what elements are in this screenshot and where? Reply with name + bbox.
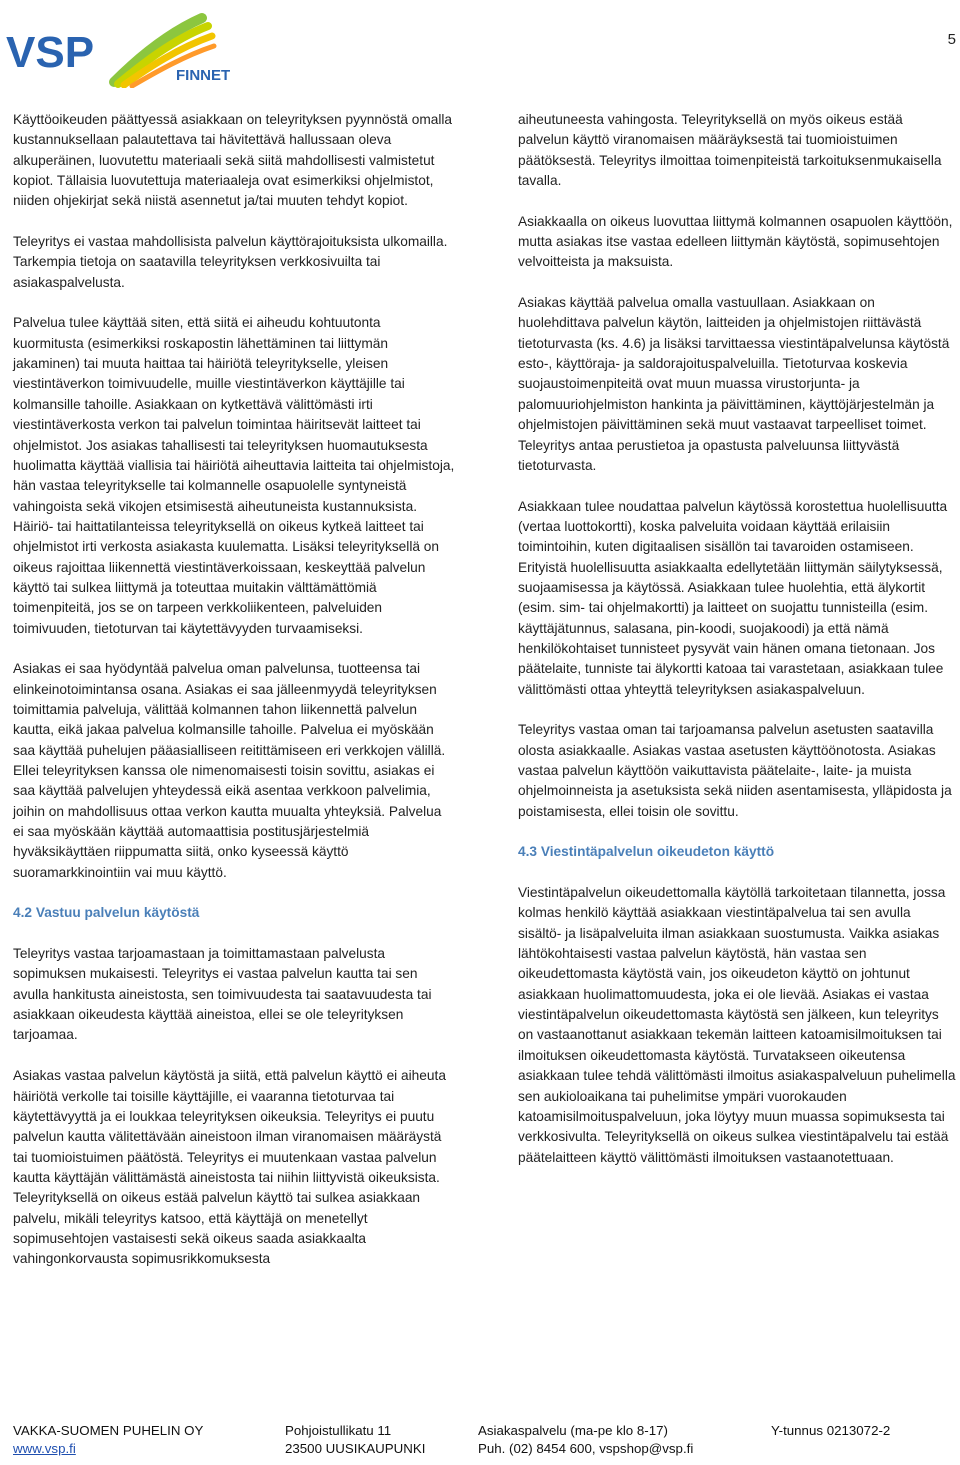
- right-paragraph-4: Asiakkaan tulee noudattaa palvelun käytössä korostettua huolellisuutta (vertaa luottokortti), koska palveluita voidaan käyttää erilaisiin toimintoihin, kuten digitaalisen sisällön tai tavaroiden ostamiseen. Erityistä huolellisuutta asiakkaalta edellytetään liittymän säilytyksessä, suojaamisessa ja käytössä. Asiakkaan tulee huolehtia, että älykortit (esim. sim- tai ohjelmakortti) ja laitteet on suojattu tunnisteilla (esim. käyttäjätunnus, salasana, pin-koodi, suojakoodi) ja että nämä henkilökohtaiset tunnisteet pysyvät vain hänen omana tietonaan. Jos päätelaite, tunniste tai älykortti katoaa tai varastetaan, asiakkaan tulee välittömästi ottaa yhteyttä teleyrityksen asiakaspalveluun.: [518, 498, 948, 697]
- left-paragraph-5: Teleyritys vastaa tarjoamastaan ja toimittamastaan palvelusta sopimuksen mukaisesti. Teleyritys ei vastaa palvelun kautta tai sen avulla hankitusta aineistosta, sen toimivuudesta tai saatavuudesta tai asiakkaan oikeudesta käyttää aineistoa, ellei se ole teleyrityksen tarjoamaa.: [13, 946, 432, 1043]
- left-paragraph-1: Käyttöoikeuden päättyessä asiakkaan on teleyrityksen pyynnöstä omalla kustannuksellaan palautettava tai hävitettävä hallussaan oleva alkuperäinen, luovutettu materiaali sekä siitä mahdollisesti valmistetut kopiot. Tällaisia luovutettuja materiaaleja ovat esimerkiksi ohjelmistot, niiden ohjekirjat sekä niistä asennetut ja/tai muuten tehdyt kopiot.: [13, 112, 453, 209]
- logo-graphic: [6, 12, 246, 88]
- left-paragraph-3: Palvelua tulee käyttää siten, että siitä ei aiheudu kohtuutonta kuormitusta (esimerkiksi roskapostin lähettäminen tai liittymän jakaminen) tai muuta haittaa tai häiriötä teleyritykselle, yleisen viestintäverkon toimivuudelle, muille viestintäverkon käyttäjille tai kolmansille tahoille. Asiakkaan on kytkettävä välittömästi irti viestintäverkosta verkon tai palvelun toimintaa häiritsevät laitteet tai ohjelmistot. Jos asiakas tahallisesti tai teleyrityksen huomautuksesta huolimatta käyttää viallisia tai häiriötä aiheuttavia laitteita tai ohjelmistoja, hän vastaa teleyritykselle tai kolmannelle osapuolelle syntyneistä vahingoista sekä vikojen etsimisestä aiheutuneista kustannuksista. Häiriö- tai haittatilanteissa teleyrityksellä on oikeus kytkeä laitteet tai ohjelmistot irti verkosta asiakasta kuulematta. Lisäksi teleyrityksellä on oikeus rajoittaa liikennettä viestintäverkoissaan, keskeyttää palvelun käyttö tai sulkea liittymä ja toteuttaa muitakin välttämättömiä toimenpiteitä, jos se on tarpeen verkkoliikenteen, palveluiden toimivuuden, tietoturvan tai käytettävyyden turvaamiseksi.: [13, 315, 455, 636]
- right-paragraph-2: Asiakkaalla on oikeus luovuttaa liittymä kolmannen osapuolen käyttöön, mutta asiakas itse vastaa edelleen liittymän käytöstä, sopimusehtojen velvoitteista ja maksuista.: [518, 213, 953, 270]
- right-paragraph-1: aiheutuneesta vahingosta. Teleyrityksellä on myös oikeus estää palvelun käyttö viranomaisen määräyksestä tai tuomioistuimen päätöksestä. Teleyritys ilmoittaa toimenpiteistä tarkoituksenmukaisella tavalla.: [518, 112, 942, 189]
- footer-service-hours: Asiakaspalvelu (ma-pe klo 8-17): [478, 1423, 668, 1438]
- right-column: [518, 110, 956, 1188]
- right-paragraph-6: Viestintäpalvelun oikeudettomalla käytöllä tarkoitetaan tilannetta, jossa kolmas henkilö käyttää asiakkaan viestintäpalvelua tai sen avulla sisältö- ja lisäpalveluita ilman asiakkaan suostumusta. Vaikka asiakas lähtökohtaisesti vastaa palvelun käytöstä, hän vastaa sen oikeudettomasta käytöstä vain, jos oikeudeton käyttö on johtunut asiakkaan huolimattomuudesta, joka ei ole lievää. Asiakas ei vastaa viestintäpalvelun oikeudettomasta käytöstä sen jälkeen, kun teleyritys on vastaanottanut asiakkaan tekemän laitteen katoamisilmoituksen tai ilmoituksen oikeudettomasta käytöstä. Turvatakseen oikeutensa asiakkaan tulee tehdä välittömästi ilmoitus asiakaspalveluun puhelimella sen aukioloaikana tai puhelimitse ympäri vuorokauden katoamisilmoituspalveluun, joka löytyy muun muassa sopimuksesta tai verkkosivulta. Teleyrityksellä on oikeus sulkea viestintäpalvelu tai estää päätelaitteen käyttö välittömästi ilmoituksen vastaanotettuaan.: [518, 885, 956, 1165]
- page-footer: [0, 1422, 960, 1462]
- footer-company-block: [13, 1422, 203, 1458]
- left-paragraph-2: Teleyritys ei vastaa mahdollisista palvelun käyttörajoituksista ulkomailla. Tarkempia tietoja on saatavilla teleyrityksen verkkosivuilta tai asiakaspalvelusta.: [13, 234, 448, 290]
- left-column: [13, 110, 455, 1290]
- footer-company: VAKKA-SUOMEN PUHELIN OY: [13, 1423, 204, 1438]
- section-heading-4-2: 4.2 Vastuu palvelun käytöstä: [13, 905, 200, 921]
- right-paragraph-5: Teleyritys vastaa oman tai tarjoamansa palvelun asetusten saatavilla olosta asiakkaalle. Asiakas vastaa asetusten käyttöönotosta. Asiakas vastaa palvelun käyttöön vaikuttavista päätelaite-, laite- ja muista ohjelmoinneista ja asetuksista sekä niiden asentamisesta, ylläpidosta ja poistamisesta, ellei toisin ole sovittu.: [518, 722, 952, 819]
- footer-city: 23500 UUSIKAUPUNKI: [285, 1441, 426, 1456]
- footer-street: Pohjoistullikatu 11: [285, 1423, 392, 1438]
- logo-brand: VSP: [6, 28, 95, 77]
- footer-contact: Puh. (02) 8454 600, vspshop@vsp.fi: [478, 1441, 694, 1456]
- left-paragraph-6: Asiakas vastaa palvelun käytöstä ja siitä, että palvelun käyttö ei aiheuta häiriötä verkolle tai toisille käyttäjille, ei vaaranna tietoturvaa tai käytettävyyttä ja ei loukkaa teleyrityksen oikeuksia. Teleyritys ei puutu palvelun kautta välitettävään aineistoon ilman viranomaisen määräystä tai tuomioistuimen päätöstä. Teleyritys ei muutenkaan vastaa palvelun kautta käyttäjän välittämästä aineistosta tai niihin liittyvistä oikeuksista. Teleyrityksellä on oikeus estää palvelun käyttö tai sulkea asiakkaan palvelu, mikäli teleyritys katsoo, että käyttäjä on menetellyt sopimusehtojen vastaisesti sekä oikeus saada asiakkaalta vahingonkorvausta sopimusrikkomuksesta: [13, 1068, 446, 1267]
- logo-sub-brand: FINNET: [176, 67, 231, 84]
- footer-business-block: [771, 1422, 890, 1440]
- footer-business-id: Y-tunnus 0213072-2: [771, 1423, 891, 1438]
- section-heading-4-3: 4.3 Viestintäpalvelun oikeudeton käyttö: [518, 844, 775, 860]
- footer-website-link[interactable]: www.vsp.fi: [13, 1441, 76, 1456]
- left-paragraph-4: Asiakas ei saa hyödyntää palvelua oman palvelunsa, tuotteensa tai elinkeinotoimintansa osana. Asiakas ei saa jälleenmyydä teleyrityksen toimittamia palveluja, välittää kolmannen tahon liikennettä palvelun kautta, eikä jakaa palvelua kolmansille tahoille. Palvelua ei myöskään saa käyttää puhelujen pääasialliseen reitittämiseen eri verkkojen välillä. Ellei teleyrityksen kanssa ole nimenomaisesti toisin sovittu, asiakas ei saa käyttää palvelujen yhteydessä eikä asentaa verkkoon palvelimia, joihin on mahdollisuus ottaa verkon kautta muualta yhteyksiä. Palvelua ei saa myöskään käyttää automaattisia postitusjärjestelmiä hyväksikäyttäen riippumatta siitä, onko kyseessä käyttö suoramarkkinointiin vai muu käyttö.: [13, 661, 446, 880]
- right-paragraph-3: Asiakas käyttää palvelua omalla vastuullaan. Asiakkaan on huolehdittava palvelun käytön, laitteiden ja ohjelmistojen riittävästä tietoturvasta (ks. 4.6) ja lisäksi tarvittaessa viestintäpalvelunsa käytöstä esto-, käyttöraja- ja saldorajoituspalveluilla. Tietoturvaa koskevia suojaustoimenpiteitä ovat muun muassa virustorjunta- ja palomuuriohjelmiston hankinta ja päivittäminen, käyttöjärjestelmän ja ohjelmistojen päivittäminen sekä muut vastaavat tarpeelliset toimet. Teleyritys antaa perustietoa ja opastusta palveluunsa liittyvästä tietoturvasta.: [518, 295, 950, 473]
- footer-address-block: [285, 1422, 425, 1458]
- page-number: 5: [947, 31, 956, 48]
- footer-service-block: [478, 1422, 693, 1458]
- vsp-finnet-logo: [6, 12, 246, 88]
